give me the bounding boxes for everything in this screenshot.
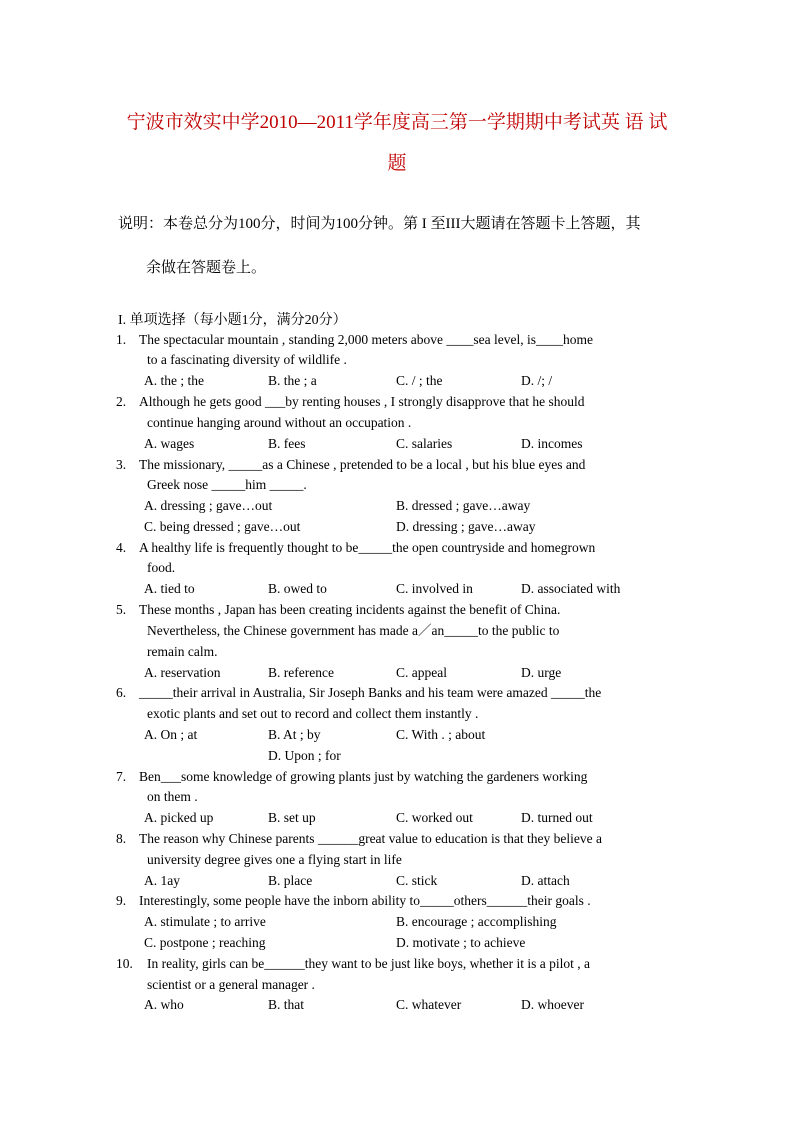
question-text-line: Interestingly, some people have the inborn ability to_____others______their goals . [139,893,591,908]
option-a: A. 1ay [144,873,180,888]
document-title-line1: 宁波市效实中学2010—2011学年度高三第一学期期中考试英 语 试 [126,112,668,133]
question-text-line: In reality, girls can be______they want to be just like boys, whether it is a pilot , a [147,956,591,971]
option-a: A. reservation [144,665,221,680]
option-b: B. the ; a [268,373,317,388]
question-number: 4. [116,540,127,555]
question-text-line: The missionary, _____as a Chinese , pretended to be a local , but his blue eyes and [139,457,586,472]
question-text-line: scientist or a general manager . [147,977,315,992]
question-text-line: exotic plants and set out to record and collect them instantly . [147,706,479,721]
option-b: B. dressed ; gave…away [396,498,531,513]
section-heading: I. 单项选择（每小题1分，满分20分） [118,313,347,328]
option-d: D. attach [521,873,570,888]
instructions-line2: 余做在答题卷上。 [146,260,267,276]
question-number: 8. [116,831,127,846]
option-c: C. With . ; about [396,727,486,742]
question-text-line: continue hanging around without an occupation . [147,415,412,430]
option-a: A. the ; the [144,373,204,388]
option-a: A. who [144,997,184,1012]
question-text-line: The spectacular mountain , standing 2,000 meters above ____sea level, is____home [139,332,594,347]
question-text-line: on them . [147,789,198,804]
option-b: B. At ; by [268,727,321,742]
option-c: C. postpone ; reaching [144,935,266,950]
option-b: B. reference [268,665,334,680]
option-c: C. whatever [396,997,462,1012]
question-text-line: A healthy life is frequently thought to be_____the open countryside and homegrown [139,540,596,555]
option-b: B. encourage ; accomplishing [396,914,557,929]
option-c: C. worked out [396,810,473,825]
option-d: D. motivate ; to achieve [396,935,526,950]
option-a: A. wages [144,436,195,451]
option-d: D. Upon ; for [268,748,341,763]
question-text-line: These months , Japan has been creating incidents against the benefit of China. [139,602,561,617]
instructions-line1: 说明：本卷总分为100分，时间为100分钟。第 I 至III大题请在答题卡上答题，其 [118,216,641,232]
option-c: C. / ; the [396,373,443,388]
option-b: B. set up [268,810,316,825]
option-c: C. appeal [396,665,447,680]
question-text-line: remain calm. [147,644,218,659]
option-d: D. associated with [521,581,621,596]
question-number: 7. [116,769,127,784]
question-number: 6. [116,685,127,700]
question-text-line: _____their arrival in Australia, Sir Joseph Banks and his team were amazed _____the [139,685,602,700]
option-b: B. that [268,997,304,1012]
question-text-line: university degree gives one a flying start in life [147,852,402,867]
option-d: D. incomes [521,436,583,451]
question-number: 1. [116,332,127,347]
question-text-line: Greek nose _____him _____. [147,477,307,492]
option-d: D. turned out [521,810,593,825]
option-d: D. dressing ; gave…away [396,519,536,534]
question-text-line: food. [147,560,176,575]
question-number: 10. [116,956,133,971]
option-a: A. picked up [144,810,214,825]
option-b: B. place [268,873,313,888]
option-a: A. dressing ; gave…out [144,498,273,513]
question-text-line: The reason why Chinese parents ______great value to education is that they believe a [139,831,602,846]
question-number: 5. [116,602,127,617]
option-d: D. urge [521,665,562,680]
option-a: A. stimulate ; to arrive [144,914,266,929]
option-c: C. being dressed ; gave…out [144,519,301,534]
option-a: A. On ; at [144,727,198,742]
option-c: C. salaries [396,436,453,451]
question-text-line: to a fascinating diversity of wildlife . [147,352,347,367]
document-title-line2: 题 [387,153,407,174]
option-a: A. tied to [144,581,195,596]
option-b: B. fees [268,436,306,451]
question-number: 3. [116,457,127,472]
question-number: 2. [116,394,127,409]
question-text-line: Although he gets good ___by renting houses , I strongly disapprove that he should [139,394,585,409]
question-number: 9. [116,893,127,908]
option-d: D. whoever [521,997,584,1012]
option-b: B. owed to [268,581,327,596]
question-text-line: Ben___some knowledge of growing plants just by watching the gardeners working [139,769,588,784]
option-d: D. /; / [521,373,553,388]
option-c: C. involved in [396,581,473,596]
option-c: C. stick [396,873,438,888]
question-text-line: Nevertheless, the Chinese government has made a／an_____to the public to [147,623,560,638]
